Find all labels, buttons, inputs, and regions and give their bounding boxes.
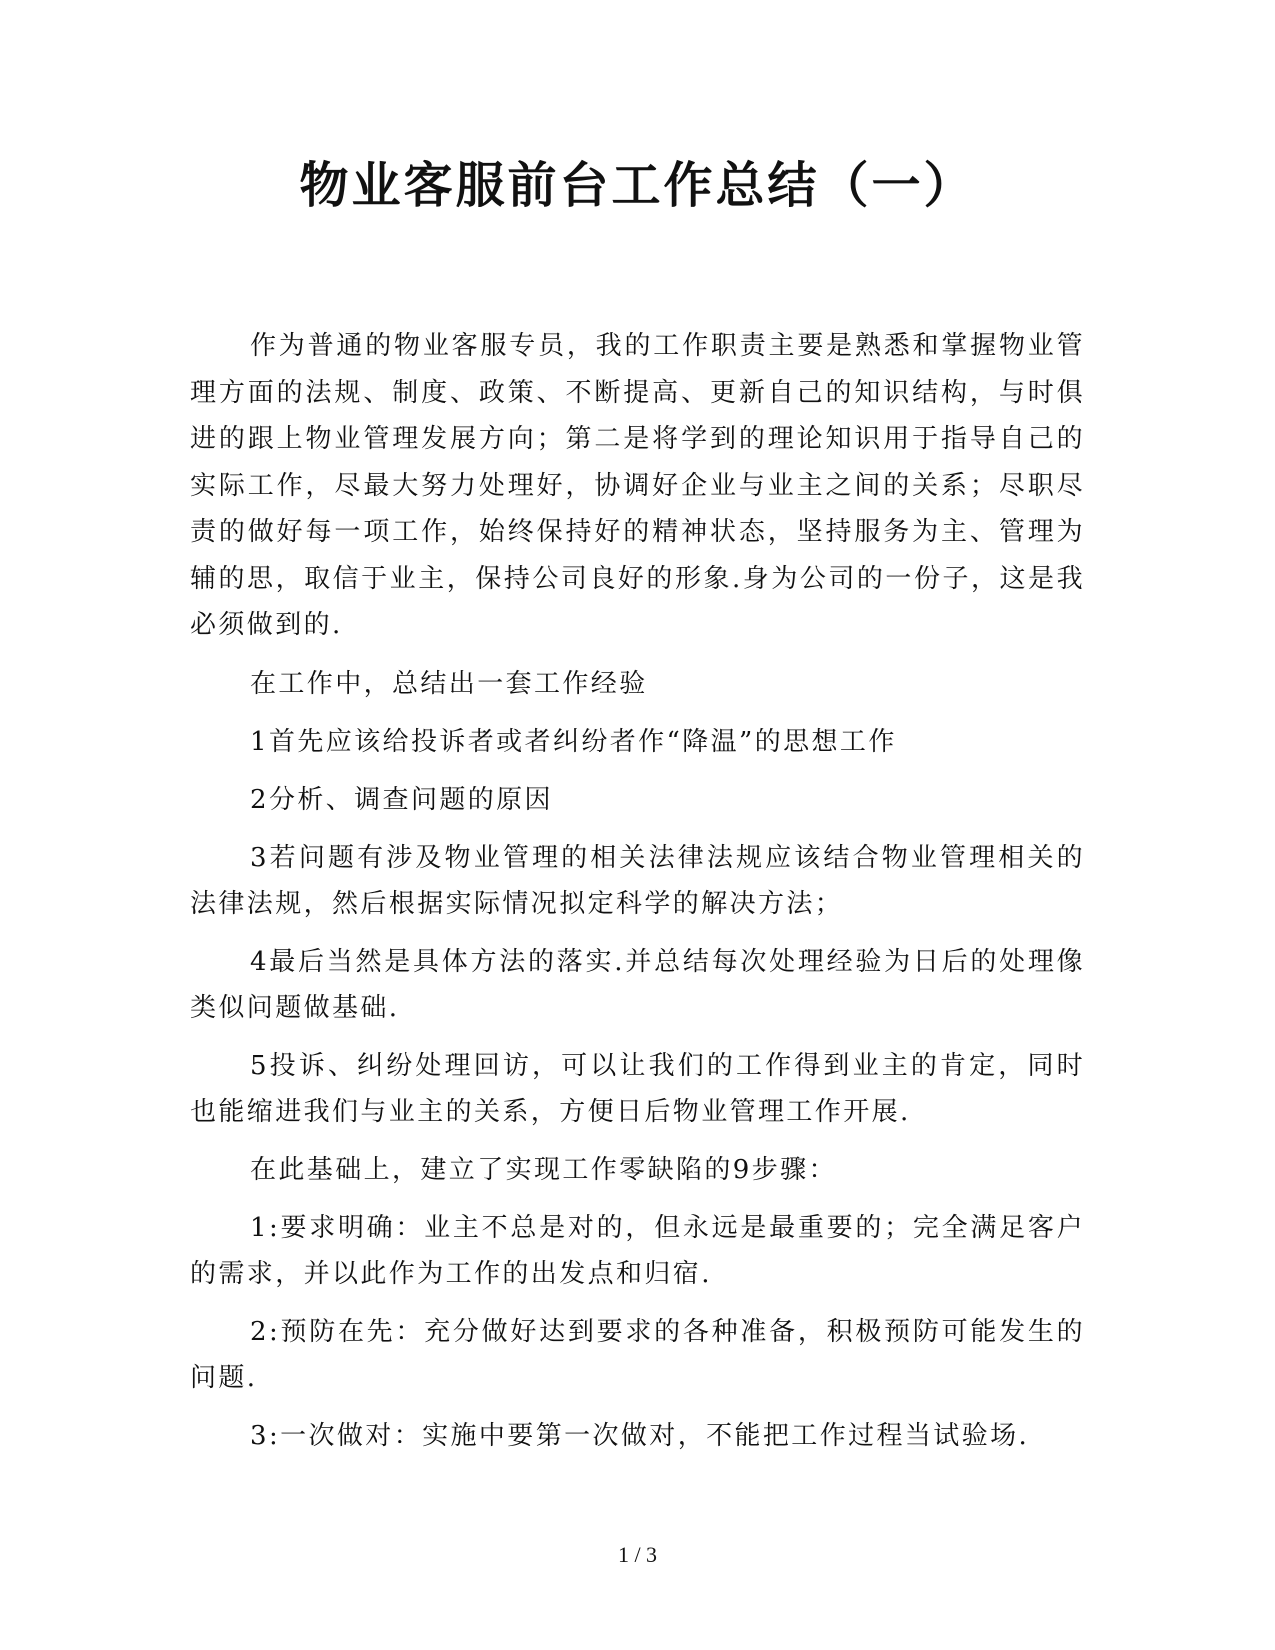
paragraph-step-2: 2分析、调查问题的原因 — [250, 784, 553, 815]
page-number: 1 / 3 — [617, 1542, 658, 1567]
page-title: 物业客服前台工作总结（一） — [299, 156, 976, 214]
paragraph-step-3: 3若问题有涉及物业管理的相关法律法规应该结合物业管理相关的法律法规，然后根据实际情况拟定科学的解决方法； — [190, 842, 1085, 919]
paragraph-experience-heading: 在工作中，总结出一套工作经验 — [250, 668, 648, 699]
paragraph-zero-defect-2: 2:预防在先：充分做好达到要求的各种准备，积极预防可能发生的问题. — [190, 1316, 1085, 1393]
paragraph-nine-steps-heading: 在此基础上，建立了实现工作零缺陷的9步骤： — [250, 1154, 837, 1185]
paragraph-zero-defect-3: 3:一次做对：实施中要第一次做对，不能把工作过程当试验场. — [250, 1420, 1030, 1451]
document-body — [190, 323, 1085, 1471]
paragraph-step-4: 4最后当然是具体方法的落实.并总结每次处理经验为日后的处理像类似问题做基础. — [190, 946, 1085, 1023]
paragraph-step-5: 5投诉、纠纷处理回访，可以让我们的工作得到业主的肯定，同时也能缩进我们与业主的关系，方便日后物业管理工作开展. — [190, 1050, 1085, 1127]
paragraph-step-1: 1首先应该给投诉者或者纠纷者作“降温”的思想工作 — [250, 726, 897, 757]
paragraph-intro: 作为普通的物业客服专员，我的工作职责主要是熟悉和掌握物业管理方面的法规、制度、政策、不断提高、更新自己的知识结构，与时俱进的跟上物业管理发展方向；第二是将学到的理论知识用于指导自己的实际工作，尽最大努力处理好，协调好企业与业主之间的关系；尽职尽责的做好每一项工作，始终保持好的精神状态，坚持服务为主、管理为辅的思，取信于业主，保持公司良好的形象.身为公司的一份子，这是我必须做到的. — [190, 331, 1085, 640]
paragraph-zero-defect-1: 1:要求明确：业主不总是对的，但永远是最重要的；完全满足客户的需求，并以此作为工作的出发点和归宿. — [190, 1212, 1085, 1289]
